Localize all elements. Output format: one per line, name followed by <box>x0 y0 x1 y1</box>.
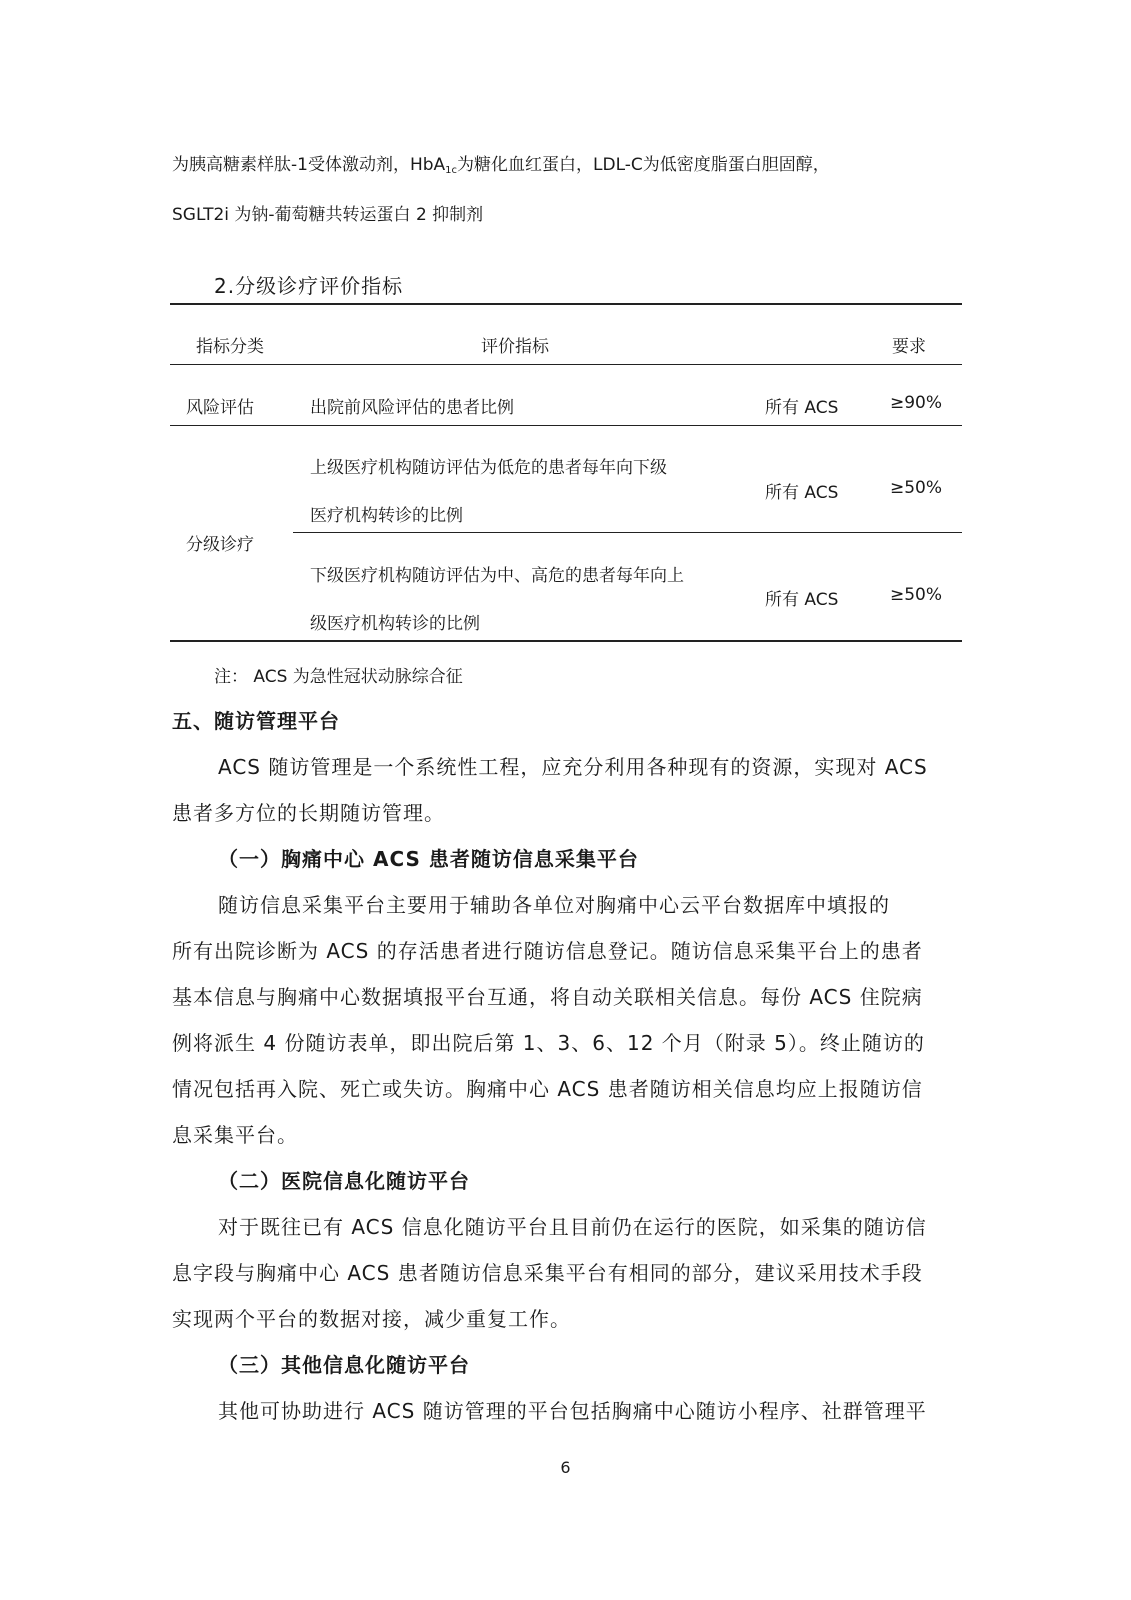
para3-line3: 实现两个平台的数据对接，减少重复工作。 <box>172 1307 571 1331</box>
group-category: 分级诊疗 <box>186 535 254 555</box>
para2-line2: 所有出院诊断为 ACS 的存活患者进行随访信息登记。随访信息采集平台上的患者 <box>172 939 923 963</box>
row1-category: 风险评估 <box>186 398 254 418</box>
section-heading: 五、随访管理平台 <box>172 709 340 733</box>
row2-indicator-line1: 上级医疗机构随访评估为低危的患者每年向下级 <box>310 458 667 478</box>
row3-indicator-line1: 下级医疗机构随访评估为中、高危的患者每年向上 <box>310 566 684 586</box>
table-top-rule <box>170 303 962 305</box>
para2-line5: 情况包括再入院、死亡或失访。胸痛中心 ACS 患者随访相关信息均应上报随访信 <box>172 1077 923 1101</box>
para1-line1: ACS 随访管理是一个系统性工程，应充分利用各种现有的资源，实现对 ACS <box>218 755 928 779</box>
para2-line3: 基本信息与胸痛中心数据填报平台互通，将自动关联相关信息。每份 ACS 住院病 <box>172 985 923 1009</box>
header-indicator: 评价指标 <box>481 337 549 357</box>
row3-value: ≥50% <box>890 585 943 605</box>
table-header-rule <box>170 364 962 365</box>
table-note: 注： ACS 为急性冠状动脉综合征 <box>214 667 463 687</box>
para2-line6: 息采集平台。 <box>172 1123 298 1147</box>
subheading-2: （二）医院信息化随访平台 <box>218 1169 470 1193</box>
para2-line4: 例将派生 4 份随访表单，即出院后第 1、3、6、12 个月（附录 5）。终止随访的 <box>172 1031 925 1055</box>
intro-line-1 <box>172 150 830 176</box>
header-category: 指标分类 <box>196 337 264 357</box>
para3-line1: 对于既往已有 ACS 信息化随访平台且目前仍在运行的医院，如采集的随访信 <box>218 1215 927 1239</box>
row2-value: ≥50% <box>890 478 943 498</box>
intro-text-b: 为糖化血红蛋白，LDL-C为低密度脂蛋白胆固醇， <box>457 155 830 175</box>
row2-indicator-line2: 医疗机构转诊的比例 <box>310 506 463 526</box>
table-caption: 2.分级诊疗评价指标 <box>214 274 404 298</box>
para4-line1: 其他可协助进行 ACS 随访管理的平台包括胸痛中心随访小程序、社群管理平 <box>218 1399 927 1423</box>
para1-line2: 患者多方位的长期随访管理。 <box>172 801 445 825</box>
page-number: 6 <box>560 1458 571 1477</box>
row3-indicator-line2: 级医疗机构转诊的比例 <box>310 614 480 634</box>
row1-value: ≥90% <box>890 393 943 413</box>
table-bottom-rule <box>170 640 962 642</box>
table-row-rule <box>170 425 962 426</box>
header-requirement: 要求 <box>892 337 926 357</box>
subheading-1: （一）胸痛中心 ACS 患者随访信息采集平台 <box>218 847 639 871</box>
table-subrow-rule <box>293 532 962 533</box>
row1-scope: 所有 ACS <box>765 398 839 418</box>
para2-line1: 随访信息采集平台主要用于辅助各单位对胸痛中心云平台数据库中填报的 <box>218 893 890 917</box>
subheading-3: （三）其他信息化随访平台 <box>218 1353 470 1377</box>
intro-text-a: 为胰高糖素样肽-1受体激动剂，HbA <box>172 155 446 175</box>
intro-subscript: 1c <box>445 165 458 176</box>
row3-scope: 所有 ACS <box>765 590 839 610</box>
para3-line2: 息字段与胸痛中心 ACS 患者随访信息采集平台有相同的部分，建议采用技术手段 <box>172 1261 923 1285</box>
row2-scope: 所有 ACS <box>765 483 839 503</box>
intro-line-2: SGLT2i 为钠-葡萄糖共转运蛋白 2 抑制剂 <box>172 205 484 225</box>
row1-indicator: 出院前风险评估的患者比例 <box>310 398 514 418</box>
